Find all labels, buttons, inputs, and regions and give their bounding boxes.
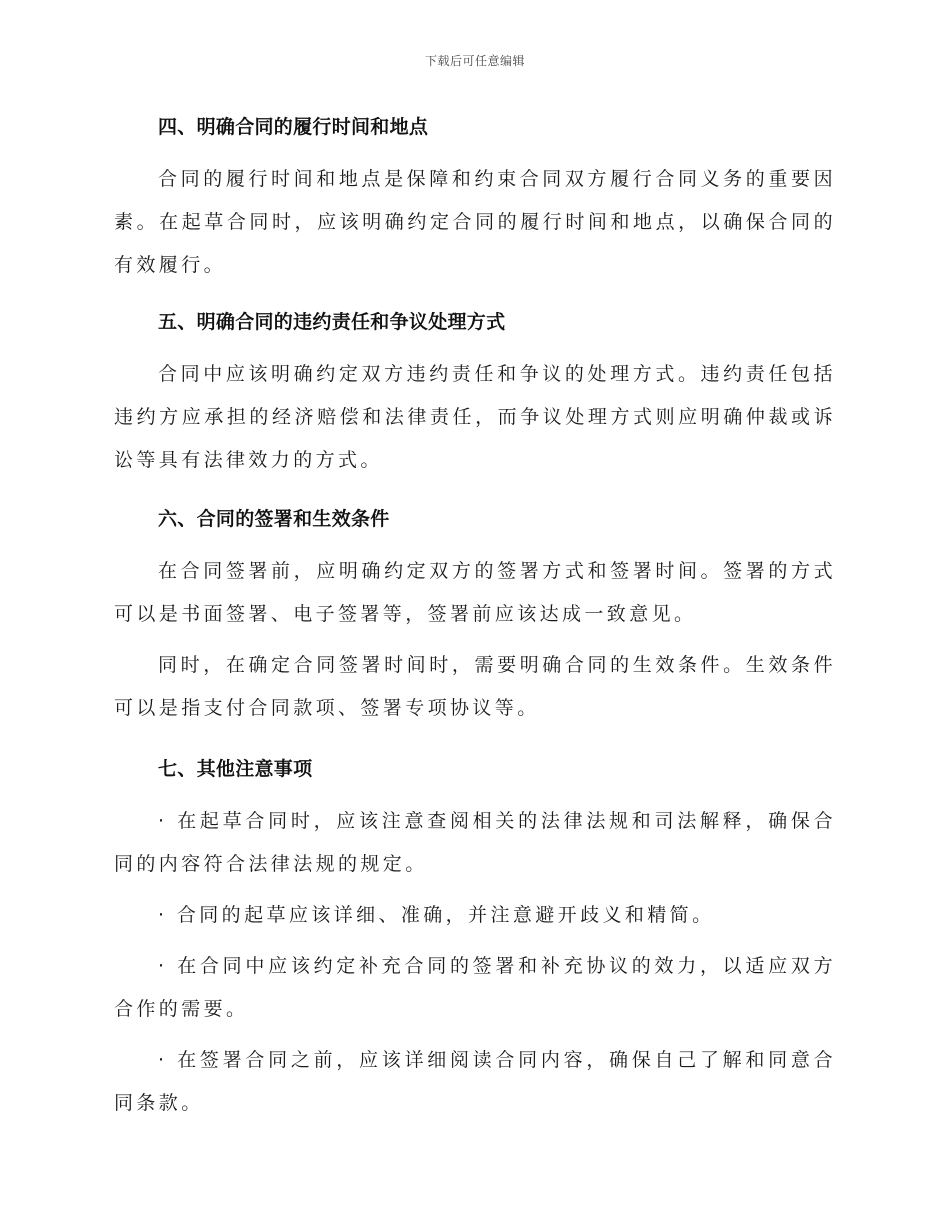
- paragraph: 同时，在确定合同签署时间时，需要明确合同的生效条件。生效条件可以是指支付合同款项、签署专项协议等。: [114, 654, 836, 719]
- section-4: [114, 112, 836, 287]
- section-heading: 七、其他注意事项: [158, 758, 313, 780]
- document-body: [114, 112, 836, 1145]
- section-6: [114, 504, 836, 730]
- section-heading: 五、明确合同的违约责任和争议处理方式: [158, 311, 506, 333]
- paragraph: 合同中应该明确约定双方违约责任和争议的处理方式。违约责任包括违约方应承担的经济赔偿和法律责任，而争议处理方式则应明确仲裁或诉讼等具有法律效力的方式。: [114, 363, 836, 471]
- paragraph: 合同的履行时间和地点是保障和约束合同双方履行合同义务的重要因素。在起草合同时，应该明确约定合同的履行时间和地点，以确保合同的有效履行。: [114, 168, 836, 276]
- section-heading: 六、合同的签署和生效条件: [158, 508, 390, 530]
- section-7: [114, 754, 836, 1125]
- bullet-item: · 在合同中应该约定补充合同的签署和补充协议的效力，以适应双方合作的需要。: [114, 955, 836, 1020]
- bullet-item: · 在起草合同时，应该注意查阅相关的法律法规和司法解释，确保合同的内容符合法律法规的规定。: [114, 810, 836, 875]
- section-heading: 四、明确合同的履行时间和地点: [158, 116, 429, 138]
- page-header: 下载后可任意编辑: [424, 54, 525, 68]
- section-5: [114, 307, 836, 482]
- bullet-item: · 合同的起草应该详细、准确，并注意避开歧义和精简。: [158, 904, 715, 926]
- bullet-item: · 在签署合同之前，应该详细阅读合同内容，确保自己了解和同意合同条款。: [114, 1049, 836, 1114]
- paragraph: 在合同签署前，应明确约定双方的签署方式和签署时间。签署的方式可以是书面签署、电子签署等，签署前应该达成一致意见。: [114, 560, 836, 625]
